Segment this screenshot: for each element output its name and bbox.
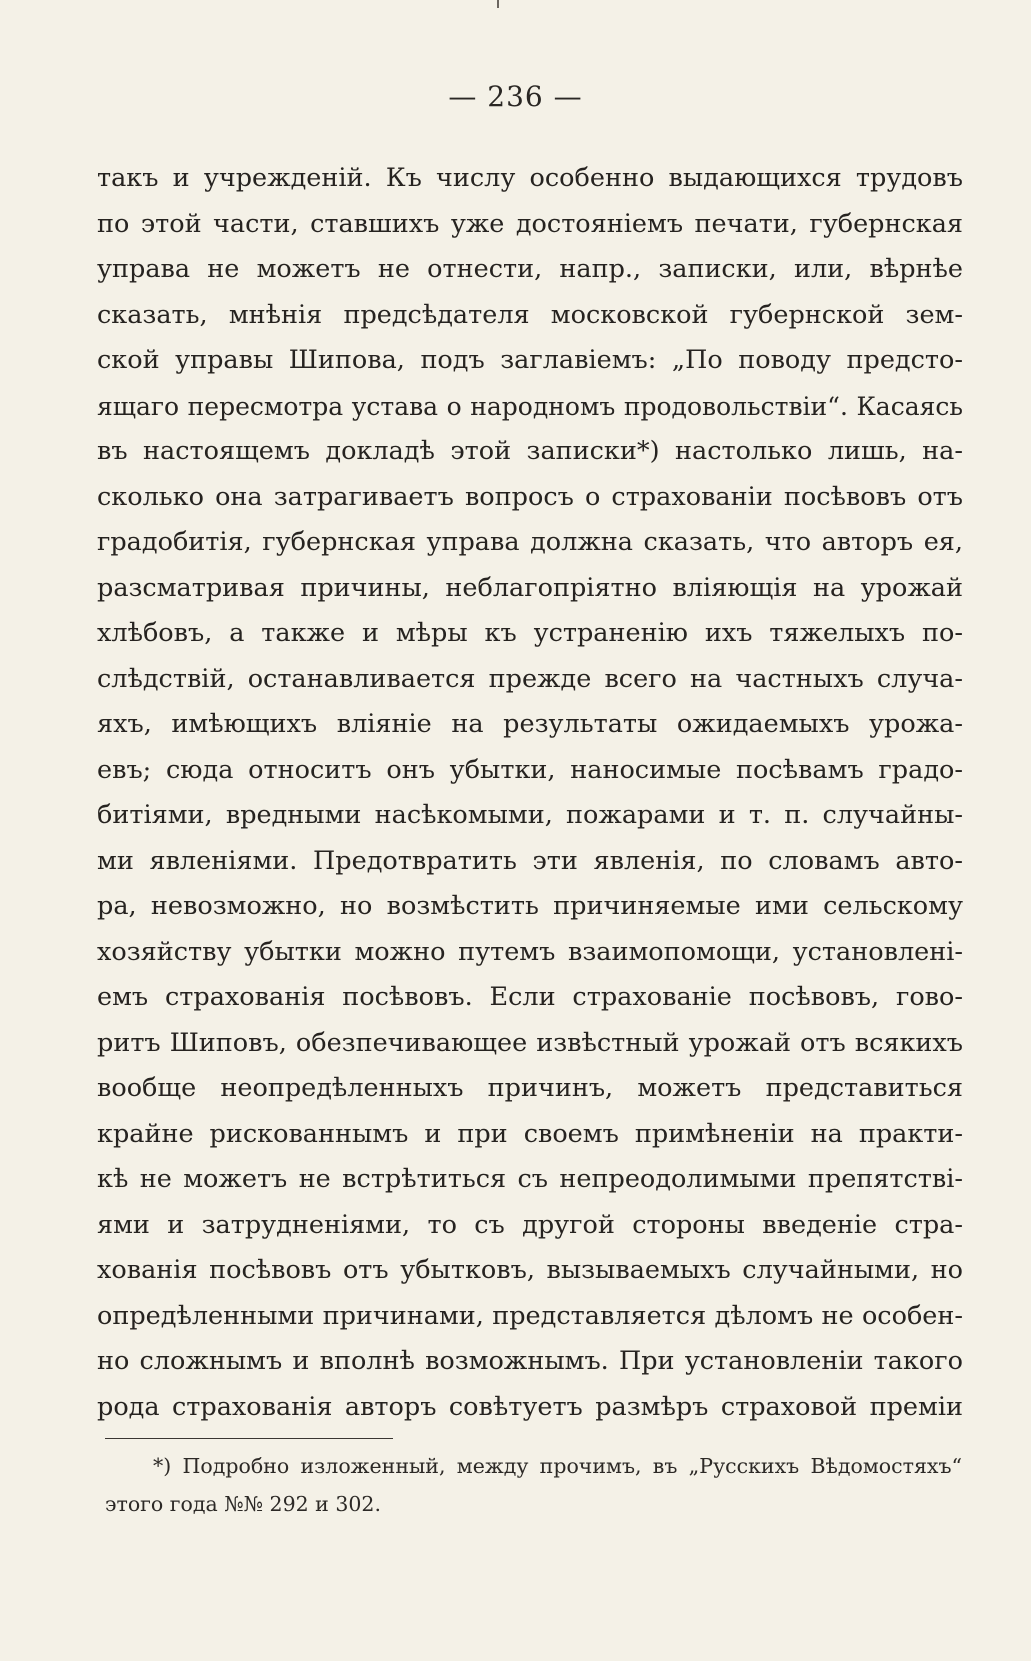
footnote: [105, 1447, 962, 1523]
text-line: ской управы Шипова, подъ заглавіемъ: „По поводу предсто-: [97, 345, 963, 375]
text-line: хозяйству убытки можно путемъ взаимопомощи, установлені-: [97, 936, 963, 967]
text-line: сказать, мнѣнія предсѣдателя московской губернской зем-: [97, 299, 963, 330]
text-line: рода страхованія авторъ совѣтуетъ размѣръ страховой преміи: [97, 1391, 963, 1422]
text-line: яхъ, имѣющихъ вліяніе на результаты ожидаемыхъ урожа-: [97, 709, 963, 739]
text-line: такъ и учрежденій. Къ числу особенно выдающихся трудовъ: [97, 163, 963, 193]
footnote-divider: [105, 1438, 393, 1439]
text-line: емъ страхованія посѣвовъ. Если страхованіе посѣвовъ, гово-: [97, 982, 963, 1012]
text-line: ями и затрудненіями, то съ другой стороны введеніе стра-: [97, 1209, 963, 1240]
text-line: но сложнымъ и вполнѣ возможнымъ. При установленіи такого: [97, 1346, 963, 1376]
text-line: градобитія, губернская управа должна сказать, что авторъ ея,: [97, 527, 963, 557]
text-line: управа не можетъ не отнести, напр., записки, или, вѣрнѣе: [97, 254, 963, 284]
text-line: хлѣбовъ, а также и мѣры къ устраненію ихъ тяжелыхъ по-: [97, 618, 963, 648]
text-line: сколько она затрагиваетъ вопросъ о страхованіи посѣвовъ отъ: [97, 481, 963, 512]
text-line: битіями, вредными насѣкомыми, пожарами и т. п. случайны-: [97, 800, 963, 830]
text-line: по этой части, ставшихъ уже достояніемъ печати, губернская: [97, 208, 963, 239]
footnote-line: этого года №№ 292 и 302.: [105, 1492, 381, 1516]
text-line: вообще неопредѣленныхъ причинъ, можетъ представиться: [97, 1073, 963, 1103]
text-line: ми явленіями. Предотвратить эти явленія, по словамъ авто-: [97, 845, 963, 876]
text-line: въ настоящемъ докладѣ этой записки*) настолько лишь, на-: [97, 436, 963, 466]
page-number: — 236 —: [448, 80, 583, 113]
text-line: слѣдствій, останавливается прежде всего на частныхъ случа-: [97, 663, 963, 694]
body-text: [97, 156, 963, 1430]
top-edge-mark: [497, 0, 499, 8]
text-line: кѣ не можетъ не встрѣтиться съ непреодолимыми препятствi-: [97, 1164, 963, 1194]
text-line: опредѣленными причинами, представляется дѣломъ не особен-: [97, 1300, 963, 1331]
text-line: разсматривая причины, неблагопріятно вліяющія на урожай: [97, 572, 963, 603]
text-line: хованія посѣвовъ отъ убытковъ, вызываемыхъ случайными, но: [97, 1255, 963, 1285]
text-line: ящаго пересмотра устава о народномъ продовольствіи“. Касаясь: [97, 391, 963, 421]
footnote-line: *) Подробно изложенный, между прочимъ, въ „Русскихъ Вѣдомостяхъ“: [153, 1454, 962, 1478]
text-line: евъ; сюда относитъ онъ убытки, наносимые посѣвамъ градо-: [97, 754, 963, 785]
text-line: ритъ Шиповъ, обезпечивающее извѣстный урожай отъ всякихъ: [97, 1027, 963, 1058]
text-line: ра, невозможно, но возмѣстить причиняемые ими сельскому: [97, 891, 963, 921]
text-line: крайне рискованнымъ и при своемъ примѣненіи на практи-: [97, 1118, 963, 1149]
